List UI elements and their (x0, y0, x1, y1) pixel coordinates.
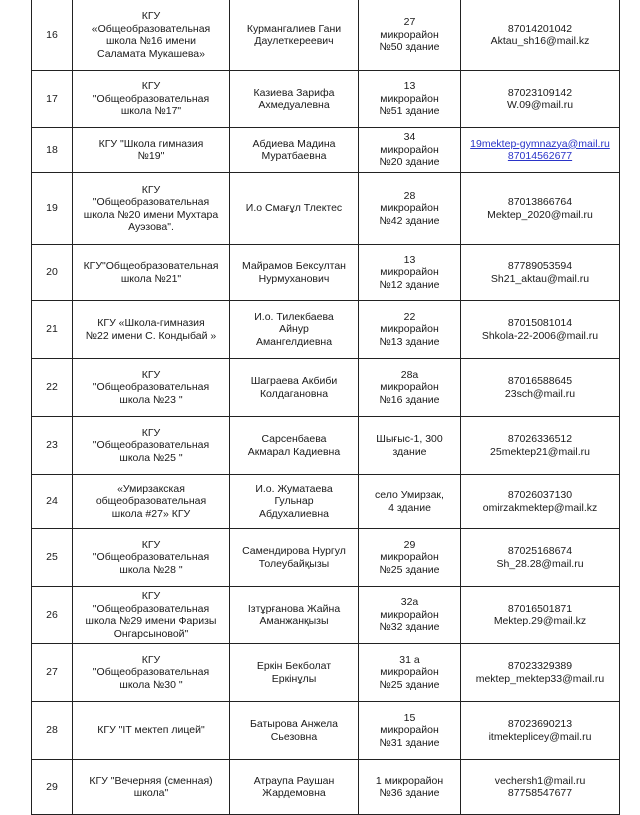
cell-line: общеобразовательная (95, 495, 207, 508)
cell-line: микрорайон (380, 666, 439, 679)
table-row (32, 760, 620, 815)
cell-line: 13 (403, 253, 416, 266)
contact-cell (461, 128, 620, 173)
cell-line: И.о. Тилекбаева (254, 310, 334, 323)
director-name-cell (230, 529, 359, 587)
cell-line: №20 здание (379, 156, 440, 169)
cell-line: №51 здание (379, 105, 440, 118)
cell-line: школа №28 " (119, 563, 183, 576)
cell-line: КГУ (141, 80, 161, 93)
cell-line: Ахмедуалевна (258, 99, 330, 111)
cell-line: Аманжанқызы (259, 615, 329, 627)
cell-line: школа №30 " (119, 678, 183, 691)
director-name-cell (230, 71, 359, 128)
cell-line: 28а (400, 368, 419, 381)
table-row (32, 587, 620, 644)
cell-line: КГУ (141, 426, 161, 439)
cell-line: Акмарал Кадиевна (247, 445, 341, 458)
director-name-cell (230, 359, 359, 417)
director-name-cell (230, 301, 359, 359)
cell-line: Казиева Зарифа (253, 86, 335, 99)
cell-line: село Умирзак, (375, 489, 444, 501)
contact-line: mektep_mektep33@mail.ru (475, 672, 605, 685)
cell-line: КГУ "IT мектеп лицей" (97, 724, 205, 737)
cell-line: Ауэзова". (128, 221, 174, 233)
school-name-cell (73, 702, 230, 760)
contact-line: W.09@mail.ru (506, 99, 574, 111)
contact-line: 25mektep21@mail.ru (490, 445, 590, 458)
contact-line: vechersh1@mail.ru (494, 774, 586, 787)
director-name-cell (230, 128, 359, 173)
table-row (32, 173, 620, 245)
row-number: 16 (32, 0, 73, 71)
director-name-cell (230, 173, 359, 245)
cell-line: 32а (400, 596, 419, 609)
contact-line: 87023690213 (507, 718, 573, 730)
contact-line: Aktau_sh16@mail.kz (490, 35, 590, 47)
contact-line: 87023109142 (507, 86, 573, 99)
cell-line: Самендирова Нургул (242, 545, 346, 557)
cell-line: КГУ (141, 538, 161, 551)
row-number: 26 (32, 587, 73, 644)
cell-line: Амангелдиевна (255, 335, 333, 348)
contact-cell (461, 587, 620, 644)
row-number: 29 (32, 760, 73, 815)
table-row (32, 245, 620, 301)
table-row (32, 702, 620, 760)
cell-line: «Умирзакская (117, 482, 185, 495)
cell-line: Батырова Анжела (249, 718, 339, 730)
contact-line: 23sch@mail.ru (504, 387, 576, 400)
cell-line: №50 здание (379, 41, 440, 54)
contact-cell (461, 760, 620, 815)
contact-cell (461, 702, 620, 760)
cell-line: 4 здание (388, 501, 431, 514)
contact-line: 87789053594 (507, 260, 573, 272)
cell-line: 28 (403, 189, 416, 202)
address-cell (359, 760, 461, 815)
cell-line: Абдиева Мадина (252, 137, 336, 150)
cell-line: Курмангалиев Гани (246, 22, 342, 35)
cell-line: "Общеобразовательная (92, 551, 210, 564)
director-name-cell (230, 702, 359, 760)
cell-line: микрорайон (380, 381, 439, 394)
contact-line: 87015081014 (507, 317, 573, 329)
table-row (32, 128, 620, 173)
cell-line: КГУ «Школа-гимназия (97, 317, 205, 329)
address-cell (359, 128, 461, 173)
cell-line: КГУ (141, 653, 161, 666)
table-row (32, 359, 620, 417)
cell-line: №12 здание (379, 278, 440, 291)
cell-line: микрорайон (380, 143, 439, 156)
table-row (32, 475, 620, 529)
contact-line: 87023329389 (507, 660, 573, 672)
contact-cell (461, 644, 620, 702)
cell-line: Гульнар (274, 495, 314, 508)
cell-line: КГУ "Школа гимназия (98, 137, 204, 150)
cell-line: №22 имени С. Кондыбай » (85, 329, 217, 342)
cell-line: микрорайон (380, 266, 439, 279)
cell-line: Колдагановна (259, 387, 329, 400)
contact-line: Mektep_2020@mail.ru (487, 208, 593, 221)
row-number: 22 (32, 359, 73, 417)
cell-line: №36 здание (379, 787, 440, 799)
cell-line: КГУ (141, 368, 161, 381)
address-cell (359, 359, 461, 417)
contact-line: Mektep.29@mail.kz (493, 615, 587, 627)
contact-cell (461, 529, 620, 587)
address-cell (359, 529, 461, 587)
cell-line: «Общеобразовательная (91, 22, 211, 35)
row-number: 23 (32, 417, 73, 475)
director-name-cell (230, 475, 359, 529)
contact-line: itmekteplicey@mail.ru (488, 730, 592, 743)
table-body (32, 0, 620, 815)
cell-line: микрорайон (380, 551, 439, 564)
director-name-cell (230, 760, 359, 815)
row-number: 17 (32, 71, 73, 128)
school-name-cell (73, 587, 230, 644)
row-number: 28 (32, 702, 73, 760)
contact-line: Sh_28.28@mail.ru (496, 557, 584, 570)
cell-line: "Общеобразовательная (92, 92, 210, 105)
table-row (32, 301, 620, 359)
cell-line: здание (392, 445, 427, 458)
address-cell (359, 702, 461, 760)
cell-line: микрорайон (380, 202, 439, 215)
cell-line: 1 микрорайон (375, 774, 444, 787)
contact-line: 87016588645 (507, 375, 573, 387)
row-number: 18 (32, 128, 73, 173)
cell-line: "Общеобразовательная (92, 602, 210, 615)
cell-line: №13 здание (379, 335, 440, 348)
contact-cell (461, 0, 620, 71)
address-cell (359, 301, 461, 359)
contact-cell (461, 245, 620, 301)
cell-line: №31 здание (379, 736, 440, 749)
cell-line: Ізтұрғанова Жайна (247, 602, 341, 615)
school-name-cell (73, 128, 230, 173)
school-name-cell (73, 760, 230, 815)
director-name-cell (230, 245, 359, 301)
cell-line: Майрамов Бексултан (242, 260, 346, 272)
cell-line: школа №29 имени Фаризы (85, 615, 217, 627)
cell-line: Саламата Мукашева» (97, 47, 205, 60)
school-name-cell (73, 529, 230, 587)
cell-line: №25 здание (379, 678, 440, 691)
contact-line: Sh21_aktau@mail.ru (490, 272, 590, 285)
cell-line: 29 (403, 538, 416, 551)
contact-line: 87758547677 (507, 787, 573, 799)
cell-line: микрорайон (380, 323, 439, 336)
cell-line: школа №16 имени (105, 35, 197, 47)
cell-line: "Общеобразовательная (92, 381, 210, 394)
address-cell (359, 245, 461, 301)
row-number: 25 (32, 529, 73, 587)
address-cell (359, 587, 461, 644)
cell-line: Нурмуханович (258, 272, 330, 285)
school-name-cell (73, 301, 230, 359)
cell-line: №19" (137, 150, 165, 162)
cell-line: 34 (403, 131, 416, 144)
cell-line: Еркінұлы (271, 672, 317, 685)
cell-line: школа №20 имени Мухтара (83, 208, 219, 221)
school-name-cell (73, 71, 230, 128)
address-cell (359, 71, 461, 128)
cell-line: И.о Смағұл Тлектес (245, 202, 343, 215)
school-name-cell (73, 245, 230, 301)
cell-line: школа" (133, 787, 169, 799)
cell-line: микрорайон (380, 724, 439, 737)
contact-line: 87026037130 (507, 489, 573, 501)
cell-line: КГУ (141, 183, 161, 196)
address-cell (359, 0, 461, 71)
cell-line: Даулеткереевич (254, 35, 334, 47)
contact-line: 87014201042 (507, 22, 573, 35)
cell-line: Атраупа Раушан (253, 774, 335, 787)
cell-line: 27 (403, 16, 416, 29)
cell-line: Муратбаевна (261, 150, 327, 162)
table-row (32, 0, 620, 71)
table-row (32, 417, 620, 475)
cell-line: школа №23 " (119, 393, 183, 406)
cell-line: №16 здание (379, 393, 440, 406)
email-link[interactable]: 19mektep-gymnazya@mail.ru (470, 137, 610, 150)
school-name-cell (73, 0, 230, 71)
cell-line: И.о. Жуматаева (255, 482, 333, 495)
cell-line: 13 (403, 80, 416, 93)
row-number: 19 (32, 173, 73, 245)
cell-line: Сарсенбаева (261, 433, 327, 445)
table-row (32, 644, 620, 702)
director-name-cell (230, 644, 359, 702)
school-name-cell (73, 359, 230, 417)
cell-line: школа №21" (120, 272, 182, 285)
cell-line: 31 а (399, 653, 420, 666)
cell-line: Шаграева Акбиби (250, 375, 338, 387)
row-number: 21 (32, 301, 73, 359)
cell-line: Толеубайқызы (258, 557, 330, 570)
row-number: 24 (32, 475, 73, 529)
cell-line: 15 (403, 711, 416, 724)
school-name-cell (73, 417, 230, 475)
contact-cell (461, 71, 620, 128)
contact-cell (461, 173, 620, 245)
cell-line: микрорайон (380, 608, 439, 621)
cell-line: Шығыс-1, 300 (376, 433, 443, 445)
school-name-cell (73, 644, 230, 702)
cell-line: "Общеобразовательная (92, 666, 210, 679)
address-cell (359, 475, 461, 529)
cell-line: №25 здание (379, 563, 440, 576)
cell-line: школа №17" (120, 105, 182, 118)
cell-line: №32 здание (379, 621, 440, 634)
cell-line: КГУ (141, 10, 161, 22)
cell-line: Айнур (279, 323, 309, 336)
contact-line: 87025168674 (507, 545, 573, 557)
cell-line: Онгарсыновой" (113, 627, 189, 640)
address-cell (359, 173, 461, 245)
cell-line: №42 здание (379, 214, 440, 227)
cell-line: КГУ "Вечерняя (сменная) (89, 774, 213, 787)
address-cell (359, 417, 461, 475)
cell-line: Жардемовна (262, 787, 326, 799)
contact-line: 87026336512 (507, 433, 573, 445)
schools-table (31, 0, 620, 815)
cell-line: микрорайон (380, 92, 439, 105)
contact-line: omirzakmektep@mail.kz (482, 501, 598, 514)
row-number: 20 (32, 245, 73, 301)
address-cell (359, 644, 461, 702)
contact-line: 87016501871 (507, 602, 573, 615)
cell-line: школа №25 " (119, 451, 183, 464)
cell-line: 22 (403, 310, 416, 323)
phone-link[interactable]: 87014562677 (507, 150, 573, 162)
cell-line: Абдухалиевна (259, 507, 329, 520)
cell-line: "Общеобразовательная (92, 196, 210, 208)
cell-line: КГУ"Общеобразовательная (83, 260, 219, 272)
contact-line: Shkola-22-2006@mail.ru (481, 329, 599, 342)
row-number: 27 (32, 644, 73, 702)
contact-cell (461, 359, 620, 417)
school-name-cell (73, 475, 230, 529)
contact-line: 87013866764 (507, 196, 573, 208)
cell-line: микрорайон (380, 28, 439, 41)
cell-line: Сьезовна (270, 730, 318, 743)
director-name-cell (230, 417, 359, 475)
contact-cell (461, 301, 620, 359)
cell-line: КГУ (141, 590, 161, 602)
contact-cell (461, 475, 620, 529)
school-name-cell (73, 173, 230, 245)
table-row (32, 71, 620, 128)
table-row (32, 529, 620, 587)
cell-line: "Общеобразовательная (92, 439, 210, 452)
director-name-cell (230, 587, 359, 644)
director-name-cell (230, 0, 359, 71)
cell-line: школа #27» КГУ (111, 507, 191, 520)
cell-line: Еркін Бекболат (256, 660, 332, 672)
contact-cell (461, 417, 620, 475)
